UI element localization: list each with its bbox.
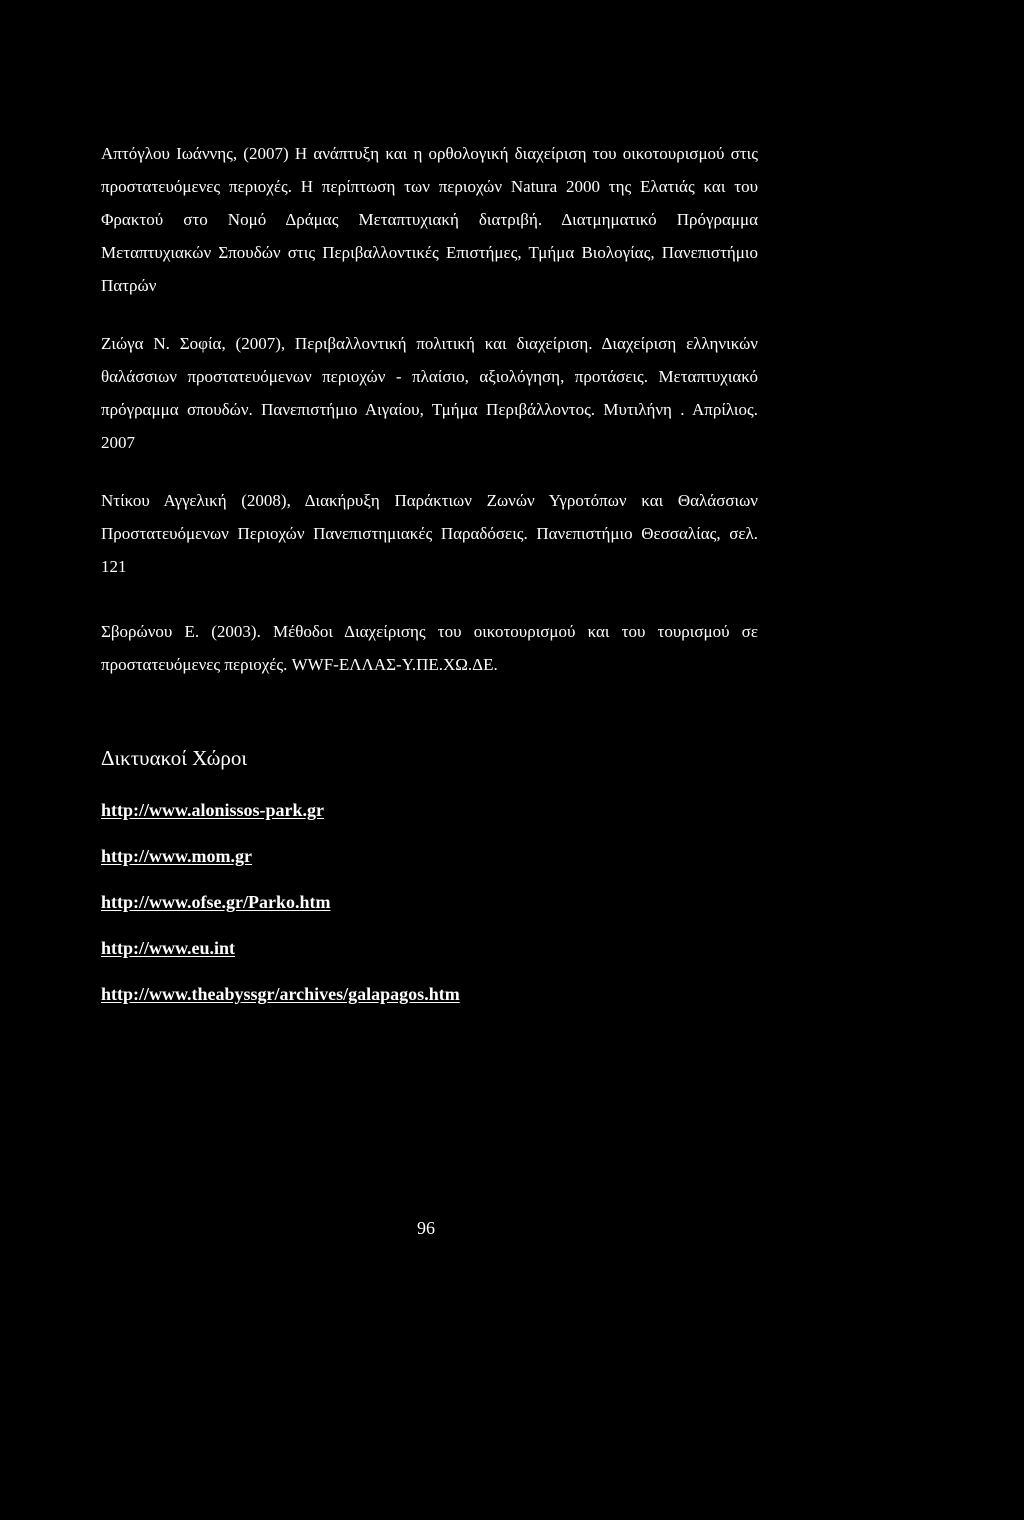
list-item	[101, 798, 460, 844]
list-item	[101, 890, 460, 936]
link-theabyss-galapagos[interactable]: http://www.theabyssgr/archives/galapagos.htm	[101, 984, 460, 1004]
list-item	[101, 936, 460, 982]
list-item	[101, 982, 460, 1028]
link-alonissos-park[interactable]: http://www.alonissos-park.gr	[101, 800, 325, 820]
link-eu[interactable]: http://www.eu.int	[101, 938, 236, 958]
website-list	[101, 798, 460, 1028]
reference-ntikou: Ντίκου Αγγελική (2008), Διακήρυξη Παράκτιων Ζωνών Υγροτόπων και Θαλάσσιων Προστατευόμενων Περιοχών Πανεπιστημιακές Παραδόσεις. Πανεπιστήμιο Θεσσαλίας, σελ. 121	[101, 491, 758, 576]
link-mom[interactable]: http://www.mom.gr	[101, 846, 252, 866]
list-item	[101, 844, 460, 890]
reference-svoronou: Σβορώνου Ε. (2003). Μέθοδοι Διαχείρισης του οικοτουρισμού και του τουρισμού σε προστατευόμενες περιοχές. WWF-ΕΛΛΑΣ-Υ.ΠΕ.ΧΩ.ΔΕ.	[101, 622, 758, 674]
websites-heading: Δικτυακοί Χώροι	[101, 746, 248, 770]
reference-zioga: Ζιώγα Ν. Σοφία, (2007), Περιβαλλοντική πολιτική και διαχείριση. Διαχείριση ελληνικών θαλάσσιων προστατευόμενων περιοχών - πλαίσιο, αξιολόγηση, προτάσεις. Μεταπτυχιακό πρόγραμμα σπουδών. Πανεπιστήμιο Αιγαίου, Τμήμα Περιβάλλοντος. Μυτιλήνη . Απρίλιος. 2007	[101, 334, 758, 452]
page-number: 96	[417, 1218, 435, 1238]
link-ofse-parko[interactable]: http://www.ofse.gr/Parko.htm	[101, 892, 331, 912]
reference-aptoglou: Απτόγλου Ιωάννης, (2007) Η ανάπτυξη και η ορθολογική διαχείριση του οικοτουρισμού στις προστατευόμενες περιοχές. Η περίπτωση των περιοχών Natura 2000 της Ελατιάς και του Φρακτού στο Νομό Δράμας Μεταπτυχιακή διατριβή. Διατμηματικό Πρόγραμμα Μεταπτυχιακών Σπουδών στις Περιβαλλοντικές Επιστήμες, Τμήμα Βιολογίας, Πανεπιστήμιο Πατρών	[101, 144, 758, 295]
